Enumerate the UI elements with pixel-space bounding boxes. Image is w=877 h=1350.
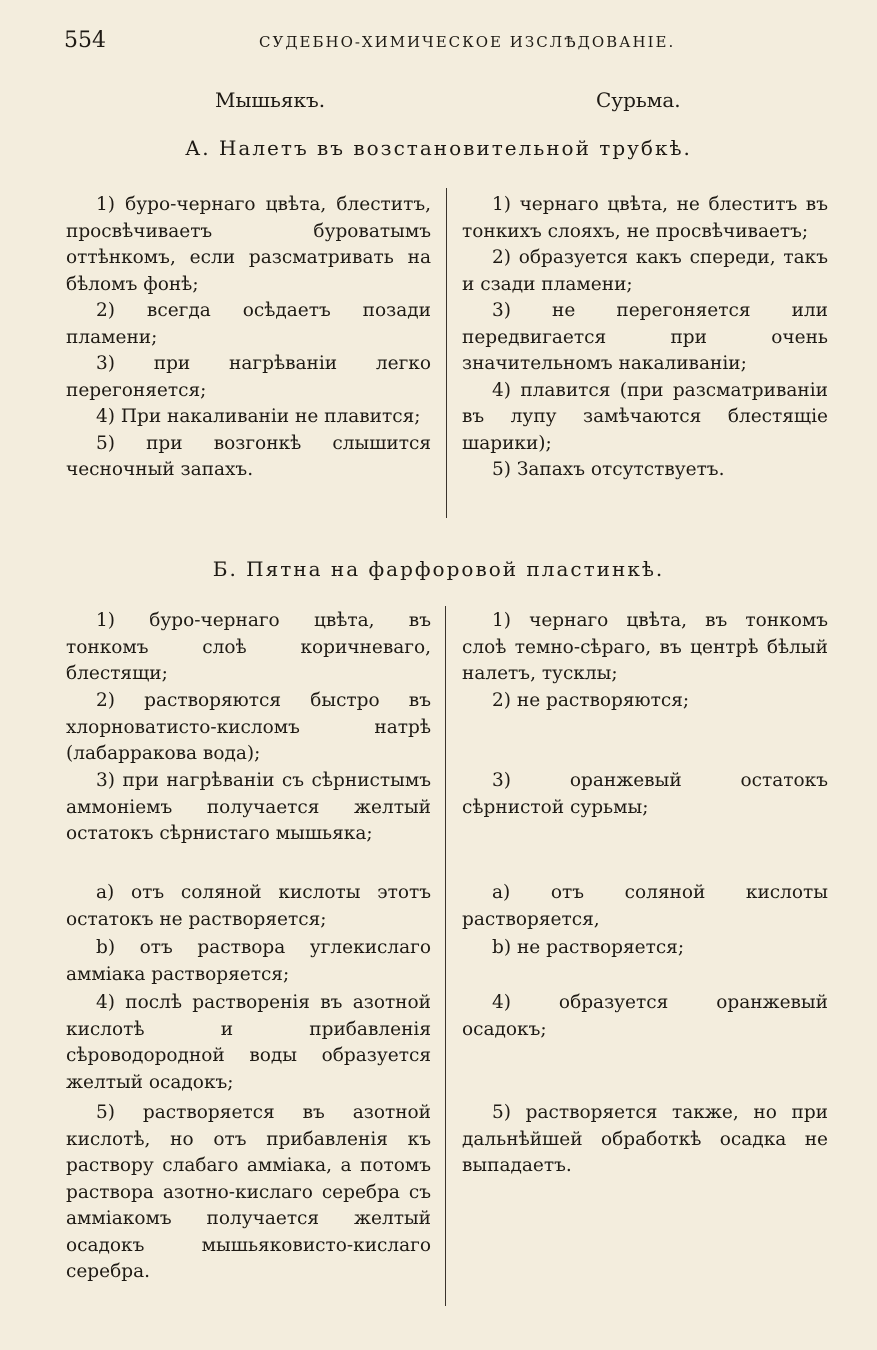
page-header — [64, 28, 844, 58]
list-item: 3) не перегоняется или передвигается при очень значительномъ накаливаніи; — [462, 300, 828, 374]
list-item: 2) растворяются быстро въ хлорноватисто-кисломъ натрѣ (лабарракова вода); — [66, 690, 431, 764]
section-a-antimony-column — [462, 192, 828, 484]
list-item: 2) образуется какъ спереди, такъ и сзади пламени; — [462, 247, 828, 295]
section-b-title: Б. Пятна на фарфоровой пластинкѣ. — [212, 557, 665, 581]
list-item: 5) растворяется также, но при дальнѣйшей обработкѣ осадка не выпадаетъ. — [462, 1102, 828, 1176]
list-item: 3) при нагрѣваніи съ сѣрнистымъ аммоніемъ получается желтый остатокъ сѣрнистаго мышьяка; — [66, 770, 431, 844]
column-heading-antimony: Сурьма. — [596, 88, 681, 112]
list-item: 2) не растворяются; — [492, 690, 690, 711]
list-item: 3) оранжевый остатокъ сѣрнистой сурьмы; — [462, 770, 828, 818]
column-heading-arsenic: Мышьякъ. — [215, 88, 326, 112]
list-item: 5) при возгонкѣ слышится чесночный запахъ. — [66, 432, 431, 480]
section-a-title: А. Налетъ въ возстановительной трубкѣ. — [185, 136, 692, 160]
list-item: 1) буро-чернаго цвѣта, въ тонкомъ слоѣ коричневаго, блестящи; — [66, 610, 431, 684]
list-item: 1) чернаго цвѣта, не блеститъ въ тонкихъ слояхъ, не просвѣчиваетъ; — [462, 194, 828, 242]
list-item: a) отъ соляной кислоты растворяется, — [462, 882, 828, 930]
list-item: b) не растворяется; — [492, 937, 685, 958]
list-item: b) отъ раствора углекислаго амміака растворяется; — [66, 937, 431, 985]
list-item: 1) буро-чернаго цвѣта, блеститъ, просвѣчиваетъ буроватымъ оттѣнкомъ, если разсматривать на бѣломъ фонѣ; — [66, 194, 431, 295]
page-number: 554 — [64, 28, 106, 53]
running-title: СУДЕБНО-ХИМИЧЕСКОЕ ИЗСЛѢДОВАНІЕ. — [259, 33, 676, 51]
list-item: 1) чернаго цвѣта, въ тонкомъ слоѣ темно-сѣраго, въ центрѣ бѣлый налетъ, тусклы; — [462, 610, 828, 684]
section-a-arsenic-column — [66, 192, 431, 484]
list-item: 3) при нагрѣваніи легко перегоняется; — [66, 353, 431, 401]
list-item: 4) При накаливаніи не плавится; — [96, 406, 421, 427]
list-item: 2) всегда осѣдаетъ позади пламени; — [66, 300, 431, 348]
list-item: 4) образуется оранжевый осадокъ; — [462, 992, 828, 1040]
column-divider — [446, 188, 447, 518]
column-divider — [445, 606, 446, 1306]
list-item: 4) плавится (при разсматриваніи въ лупу замѣчаются блестящіе шарики); — [462, 379, 828, 454]
list-item: 4) послѣ растворенія въ азотной кислотѣ и прибавленія сѣроводородной воды образуется желтый осадокъ; — [66, 992, 431, 1093]
list-item: 5) Запахъ отсутствуетъ. — [492, 459, 725, 480]
list-item: a) отъ соляной кислоты этотъ остатокъ не растворяется; — [66, 882, 431, 930]
list-item: 5) растворяется въ азотной кислотѣ, но отъ прибавленія къ раствору слабаго амміака, а потомъ раствора азотно-кислаго серебра съ амміакомъ получается желтый осадокъ мышьяковисто-кислаго серебра. — [66, 1102, 431, 1282]
